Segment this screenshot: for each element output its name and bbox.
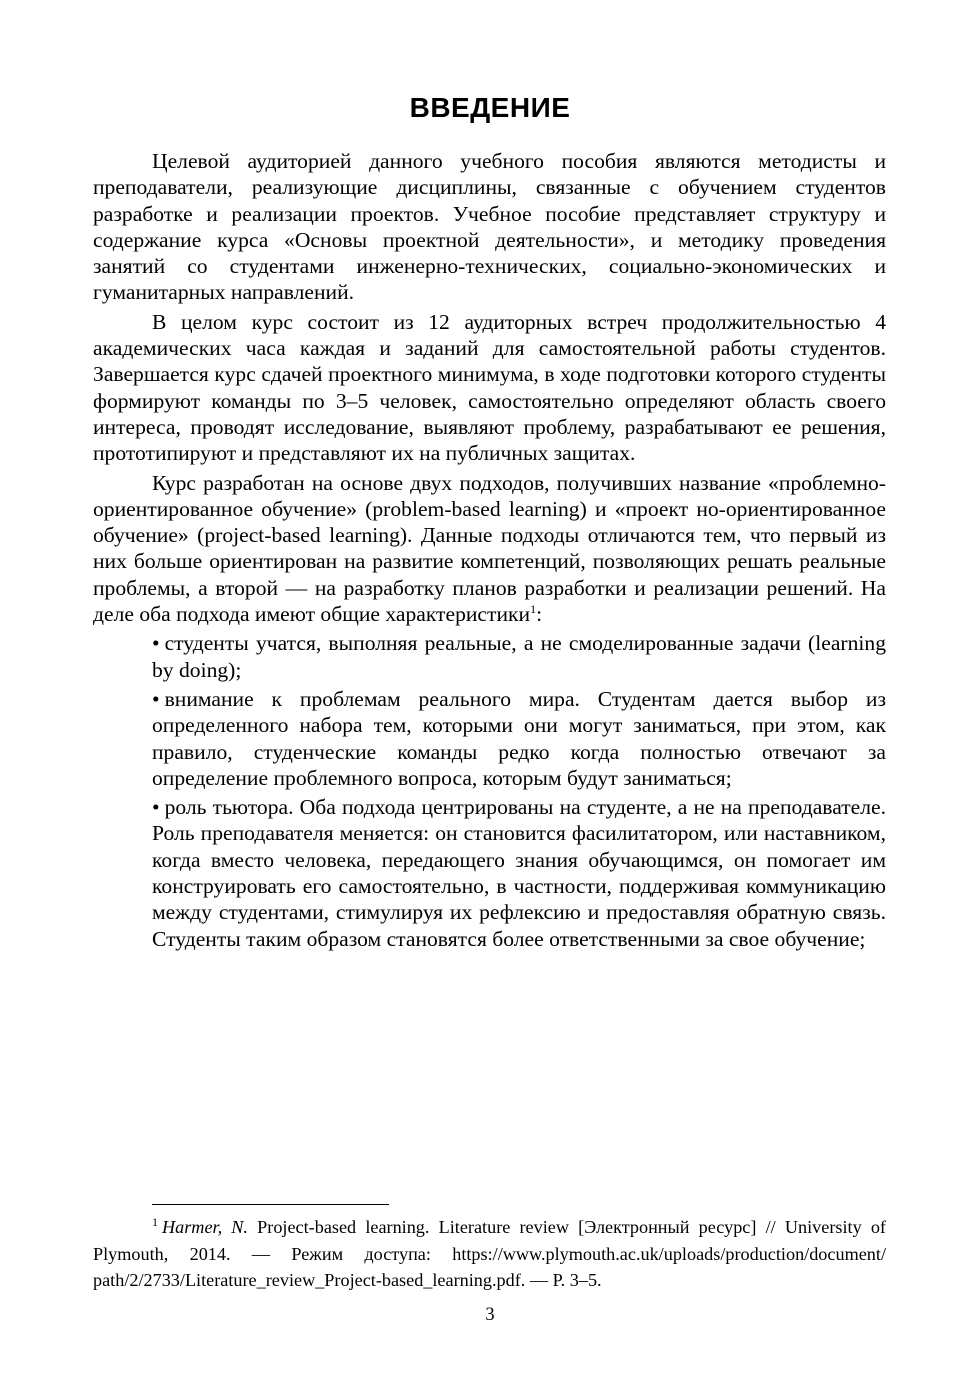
list-item [152,686,886,791]
footnote-divider [152,1204,389,1205]
bullet-icon: • [152,686,160,711]
footnote [93,1214,886,1294]
characteristics-list [93,630,886,952]
bullet-icon: • [152,631,160,656]
paragraph-intro: Целевой аудиторией данного учебного пособия являются методисты и преподаватели, реализующие дисциплины, связанные с обучением студентов разработке и реализации проектов. Учебное пособие представляет структуру и содержание курса «Основы проектной деятельности», и методику проведения занятий со студентами инженерно-технических, социально-экономических и гуманитарных направлений. [93,149,886,305]
list-item-text: студенты учатся, выполняя реальные, а не смоделированные задачи (learning by doing); [152,631,886,682]
main-text [93,148,886,955]
footnote-author: Harmer, N. [162,1217,248,1237]
footnote-text: Project-based learning. Literature review [Электронный ресурс] // University of Plymouth, 2014. — Режим доступа: https://www.plymouth.ac.uk/uploads/production/document/ path/2/2733/Literature_review_Project-based_learning.pdf. — P. 3–5. [93,1217,886,1290]
bullet-icon: • [152,795,160,820]
page-title: ВВЕДЕНИЕ [409,92,571,123]
paragraph-approaches [93,470,886,628]
list-item-text: внимание к проблемам реального мира. Студентам дается выбор из определенного набора тем, которыми они могут заниматься, при этом, как правило, студенческие команды редко когда полностью отвечают за определение проблемного вопроса, которым будут заниматься; [152,686,886,790]
footnote-reference[interactable]: 1 [530,601,537,616]
paragraph-approaches-text: Курс разработан на основе двух подходов, получивших название «проблемно-ориентированное обучение» (problem-based learning) и «проект но-ориентированное обучение» (project-based learning). Данные подходы отличаются тем, что первый из них больше ориентирован на развитие компетенций, позволяющих решать реальные проблемы, а второй — на разработку планов разработки и реализации решений. На деле оба подхода имеют общие характеристики [93,470,886,627]
page-number: 3 [485,1305,495,1325]
list-item [152,794,886,952]
list-item-text: роль тьютора. Оба подхода центрированы на студенте, а не на преподавателе. Роль преподавателя меняется: он становится фасилитатором, или наставником, когда вместо человека, передающего знания обучающимся, он помогает им конструировать его самостоятельно, в частности, поддерживая коммуникацию между студентами, стимулируя их рефлексию и предоставляя обратную связь. Студенты таким образом становятся более ответственными за свое обучение; [152,795,886,951]
list-item [152,630,886,683]
paragraph-course-structure: В целом курс состоит из 12 аудиторных встреч продолжительностью 4 академических часа каждая и заданий для самостоятельной работы студентов. Завершается курс сдачей проектного минимума, в ходе подготовки которого студенты формируют команды по 3–5 человек, самостоятельно определяют область своего интереса, проводят исследование, выявляют проблему, разрабатывают ее решения, прототипируют и представляют их на публичных защитах. [93,309,886,466]
paragraph-approaches-end: : [536,602,543,627]
footnote-number: 1 [152,1214,158,1229]
